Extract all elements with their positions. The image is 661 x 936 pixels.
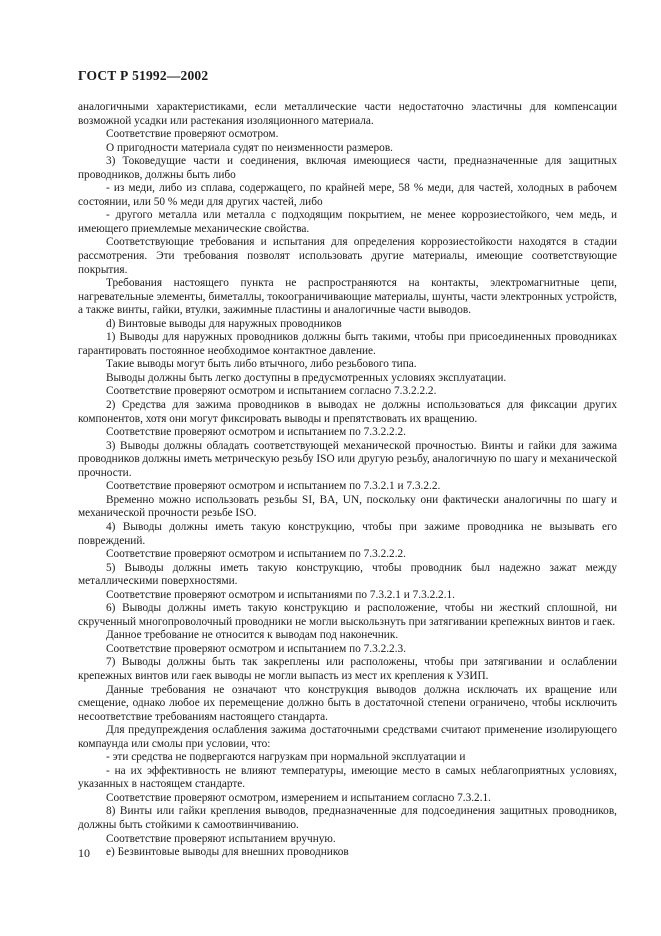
paragraph: О пригодности материала судят по неизменности размеров.	[106, 141, 393, 154]
paragraph: 1) Выводы для наружных проводников должны быть такими, чтобы при присоединенных проводниках гарантировать постоянное необходимое контактное давление.	[78, 331, 617, 357]
section-heading: d) Винтовые выводы для наружных проводников	[106, 317, 342, 330]
paragraph: 3) Выводы должны обладать соответствующей механической прочностью. Винты и гайки для зажима проводников должны иметь метрическую резьбу ISO или другую резьбу, аналогичную по шагу и механической прочности.	[78, 439, 617, 479]
paragraph: Соответствие проверяют испытанием вручную.	[106, 832, 336, 845]
paragraph: Выводы должны быть легко доступны в предусмотренных условиях эксплуатации.	[106, 371, 507, 384]
paragraph: Соответствие проверяют осмотром и испытаниями по 7.3.2.1 и 7.3.2.2.1.	[106, 588, 455, 601]
paragraph: Такие выводы могут быть либо втычного, либо резьбового типа.	[106, 358, 417, 371]
list-item: - другого металла или металла с подходящим покрытием, не менее коррозиестойкого, чем медь, и имеющего приемлемые механические свойства.	[78, 209, 617, 235]
paragraph: 7) Выводы должны быть так закреплены или расположены, чтобы при затягивании и ослаблении крепежных винтов или гаек выводы не могли выпасть из мест их крепления к УЗИП.	[78, 656, 617, 682]
paragraph: Соответствие проверяют осмотром, измерением и испытанием согласно 7.3.2.1.	[106, 791, 491, 804]
paragraph: Данное требование не относится к выводам под наконечник.	[106, 629, 399, 642]
paragraph: Временно можно использовать резьбы SI, BA, UN, поскольку они фактически аналогичны по шагу и механической прочности резьбе ISO.	[78, 493, 617, 520]
paragraph: Соответствие проверяют осмотром и испытанием по 7.3.2.2.3.	[106, 642, 407, 655]
section-heading: e) Безвинтовые выводы для внешних проводников	[106, 846, 349, 859]
paragraph: Соответствие проверяют осмотром и испытанием по 7.3.2.2.2.	[106, 548, 407, 561]
document-header: ГОСТ Р 51992—2002	[78, 68, 209, 83]
paragraph-continuation: аналогичными характеристиками, если металлические части недостаточно эластичны для компенсации возможной усадки или растекания изоляционного материала.	[78, 101, 617, 127]
page-number: 10	[78, 846, 90, 860]
list-item: - на их эффективность не влияют температуры, имеющие место в самых неблагоприятных условиях, указанных в настоящем стандарте.	[78, 764, 617, 791]
document-body	[78, 101, 617, 860]
paragraph: Соответствие проверяют осмотром и испытанием по 7.3.2.2.2.	[106, 426, 407, 439]
paragraph: Соответствие проверяют осмотром и испытанием согласно 7.3.2.2.2.	[106, 385, 437, 398]
list-item: - эти средства не подвергаются нагрузкам при нормальной эксплуатации и	[106, 751, 466, 764]
paragraph: 2) Средства для зажима проводников в выводах не должны использоваться для фиксации других компонентов, хотя они могут фиксировать выводы и препятствовать их вращению.	[78, 399, 617, 425]
paragraph: Соответствие проверяют осмотром и испытанием по 7.3.2.1 и 7.3.2.2.	[106, 480, 441, 493]
paragraph: Соответствующие требования и испытания для определения коррозиестойкости находятся в стадии рассмотрения. Эти требования позволят использовать другие материалы, имеющие соответствующие покрытия.	[78, 236, 617, 276]
paragraph: Соответствие проверяют осмотром.	[106, 128, 279, 141]
paragraph: 4) Выводы должны иметь такую конструкцию, чтобы при зажиме проводника не вызывать его повреждений.	[78, 520, 617, 547]
paragraph: 8) Винты или гайки крепления выводов, предназначенные для подсоединения защитных проводников, должны быть стойкими к самоотвинчиванию.	[78, 805, 617, 831]
paragraph: 3) Токоведущие части и соединения, включая имеющиеся части, предназначенные для защитных проводников, должны быть либо	[78, 155, 617, 181]
paragraph: Требования настоящего пункта не распространяются на контакты, электромагнитные цепи, нагревательные элементы, биметаллы, токоограничивающие материалы, шунты, части электронных устройств, а также винты, гайки, втулки, зажимные пластины и аналогичные части выводов.	[78, 277, 617, 317]
list-item: - из меди, либо из сплава, содержащего, по крайней мере, 58 % меди, для частей, холодных в рабочем состоянии, или 50 % меди для других частей, либо	[78, 182, 617, 208]
paragraph: Данные требования не означают что конструкция выводов должна исключать их вращение или смещение, однако любое их перемещение должно быть в достаточной степени ограничено, чтобы исключить несоответствие требованиям настоящего стандарта.	[78, 683, 617, 723]
paragraph: 6) Выводы должны иметь такую конструкцию и расположение, чтобы ни жесткий сплошной, ни скрученный многопроволочный проводники не могли выскользнуть при затягивании крепежных винтов и гаек.	[78, 602, 617, 628]
paragraph: 5) Выводы должны иметь такую конструкцию, чтобы проводник был надежно зажат между металлическими поверхностями.	[78, 561, 617, 588]
paragraph: Для предупреждения ослабления зажима достаточными средствами считают применение изолирующего компаунда или смолы при условии, что:	[78, 724, 617, 750]
